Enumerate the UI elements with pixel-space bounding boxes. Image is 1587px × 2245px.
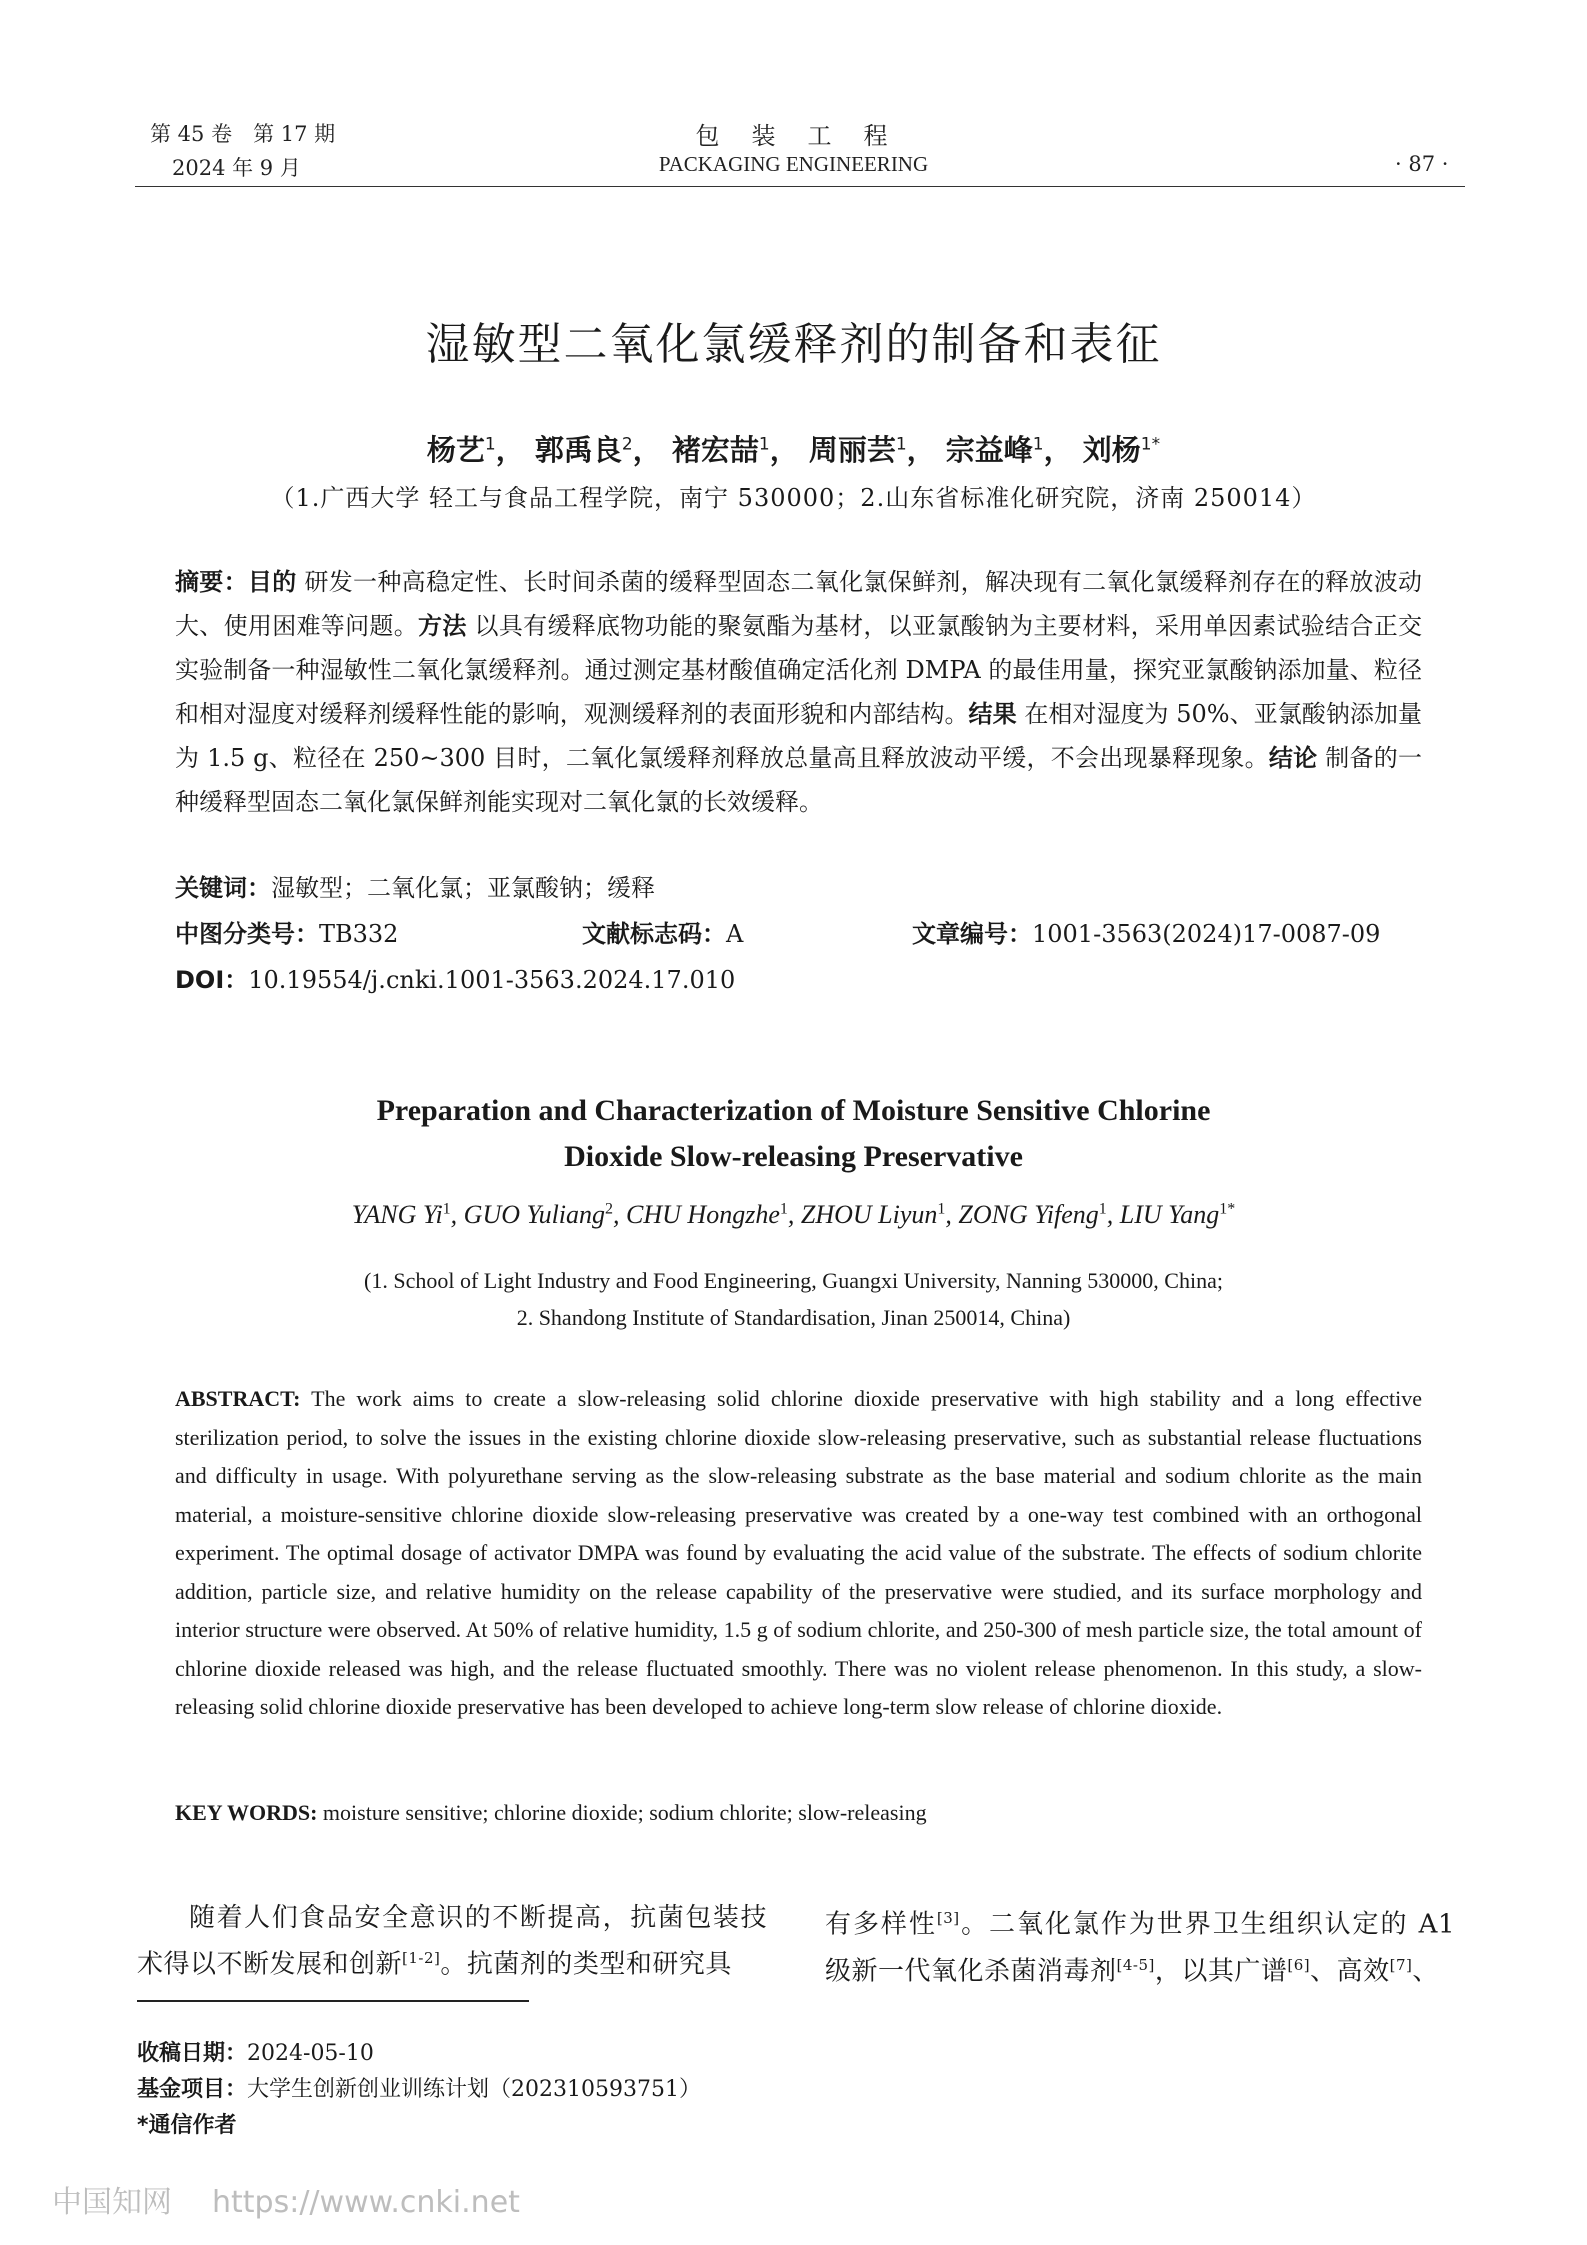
- paper-title-en-line: Preparation and Characterization of Moisture Sensitive Chlorine: [376, 1094, 1211, 1127]
- body-text: 随着人们食品安全意识的不断提高，抗菌包装技术得以不断发展和创新: [137, 1903, 767, 1980]
- author-sup: 1: [895, 434, 907, 455]
- author-en: GUO Yuliang: [463, 1200, 606, 1229]
- body-column-right: [825, 1898, 1455, 1991]
- body-text: 。抗菌剂的类型和研究具: [440, 1949, 732, 1980]
- clc-number: [175, 914, 398, 949]
- objective-text: 研发一种高稳定性、长时间杀菌的缓释型固态二氧化氯保鲜剂，解决现有二氧化氯缓释剂存在的释放波动大、使用困难等问题。: [175, 568, 1422, 640]
- paper-title-en-line: Dioxide Slow-releasing Preservative: [564, 1140, 1023, 1173]
- keywords-cn-text: 湿敏型；二氧化氯；亚氯酸钠；缓释: [271, 874, 655, 902]
- body-text: 、: [1412, 1956, 1439, 1987]
- citation[interactable]: [3]: [936, 1909, 960, 1927]
- author-cn: 褚宏喆: [671, 433, 759, 467]
- footnote-rule: [137, 2000, 529, 2002]
- header-date: 2024 年 9 月: [172, 156, 301, 180]
- doi-label: DOI：: [175, 966, 249, 994]
- author-en: ZHOU Liyun: [800, 1200, 938, 1229]
- affiliation-en: [0, 1262, 1587, 1336]
- author-sup: 1: [937, 1200, 946, 1218]
- body-column-left: [137, 1898, 767, 1985]
- author-separator: ，: [1043, 433, 1073, 467]
- author-sup: 1*: [1219, 1200, 1236, 1218]
- abstract-cn-label: 摘要：: [175, 568, 248, 596]
- author-en: YANG Yi: [351, 1200, 443, 1229]
- author-cn: 杨艺: [426, 433, 485, 467]
- author-sup: 2: [605, 1200, 614, 1218]
- clc-value: TB332: [319, 920, 399, 948]
- author-en: LIU Yang: [1119, 1200, 1220, 1229]
- article-number-label: 文章编号：: [912, 920, 1032, 948]
- doi: [175, 960, 735, 995]
- abstract-cn: [175, 560, 1422, 824]
- abstract-en-label: ABSTRACT:: [175, 1386, 301, 1411]
- author-sup: 1: [1032, 434, 1044, 455]
- watermark-url[interactable]: https://www.cnki.net: [212, 2185, 520, 2220]
- footnote-fund: [137, 2072, 701, 2103]
- author-cn: 刘杨: [1082, 433, 1141, 467]
- footnote-received: [137, 2036, 374, 2067]
- author-separator: ,: [1106, 1200, 1120, 1229]
- citation[interactable]: [7]: [1389, 1955, 1413, 1974]
- result-text: 在相对湿度为 50%、亚氯酸钠添加量为 1.5 g、粒径在 250~300 目时，二氧化氯缓释剂释放总量高且释放波动平缓，不会出现暴释现象。: [175, 700, 1422, 772]
- author-cn: 周丽芸: [808, 433, 896, 467]
- result-label: 结果: [968, 700, 1017, 728]
- citation[interactable]: [1-2]: [402, 1949, 441, 1967]
- doi-value[interactable]: 10.19554/j.cnki.1001-3563.2024.17.010: [248, 966, 736, 994]
- author-separator: ,: [945, 1200, 959, 1229]
- received-date: 2024-05-10: [247, 2041, 374, 2066]
- affiliation-en-line: 2. Shandong Institute of Standardisation, Jinan 250014, China): [516, 1305, 1071, 1330]
- paper-title-cn: 湿敏型二氧化氯缓释剂的制备和表征: [425, 319, 1162, 370]
- keywords-en-label: KEY WORDS:: [175, 1800, 318, 1825]
- document-code: [582, 914, 743, 949]
- method-label: 方法: [418, 612, 467, 640]
- conclusion-text: 制备的一种缓释型固态二氧化氯保鲜剂能实现对二氧化氯的长效缓释。: [175, 744, 1422, 816]
- citation[interactable]: [6]: [1287, 1955, 1311, 1974]
- watermark-site: 中国知网: [52, 2185, 172, 2220]
- header-journal-cn: 包 装 工 程: [695, 122, 892, 150]
- footnote-corresponding: [137, 2108, 237, 2139]
- abstract-en: [175, 1380, 1422, 1727]
- objective-label: 目的: [247, 568, 297, 596]
- author-cn: 郭禹良: [534, 433, 622, 467]
- author-en: CHU Hongzhe: [626, 1200, 780, 1229]
- article-number: [912, 914, 1380, 949]
- header-rule: [135, 186, 1465, 187]
- abstract-en-text: The work aims to create a slow-releasing solid chlorine dioxide preservative with high stability and a long effective sterilization period, to solve the issues in the existing chlorine dioxide slow-releasing preservative, such as substantial release fluctuations and difficulty in usage. With polyurethane serving as the slow-releasing substrate as the base material and sodium chlorite as the main material, a moisture-sensitive chlorine dioxide slow-releasing preservative was created by a one-way test combined with an orthogonal experiment. The optimal dosage of activator DMPA was found by evaluating the acid value of the substrate. The effects of sodium chlorite addition, particle size, and relative humidity on the release capability of the preservative were studied, and its surface morphology and interior structure were observed. At 50% of relative humidity, 1.5 g of sodium chlorite, and 250-300 of mesh particle size, the total amount of chlorine dioxide released was high, and the release fluctuated smoothly. There was no violent release phenomenon. In this study, a slow-releasing solid chlorine dioxide preservative has been developed to achieve long-term slow release of chlorine dioxide.: [175, 1386, 1422, 1719]
- author-sup: 1: [484, 434, 496, 455]
- header-journal-en: PACKAGING ENGINEERING: [658, 152, 929, 176]
- author-separator: ，: [495, 433, 525, 467]
- author-separator: ,: [450, 1200, 464, 1229]
- author-separator: ，: [906, 433, 936, 467]
- body-text: 。二氧化氯作为世界卫生组织认定的 A1 级新一代氧化杀菌消毒剂: [825, 1909, 1455, 1987]
- body-text: 有多样性: [825, 1909, 937, 1940]
- received-label: 收稿日期：: [137, 2041, 248, 2066]
- fund-label: 基金项目：: [137, 2077, 248, 2102]
- author-separator: ，: [769, 433, 799, 467]
- article-number-value: 1001-3563(2024)17-0087-09: [1032, 920, 1381, 948]
- method-text: 以具有缓释底物功能的聚氨酯为基材，以亚氯酸钠为主要材料，采用单因素试验结合正交实验制备一种湿敏性二氧化氯缓释剂。通过测定基材酸值确定活化剂 DMPA 的最佳用量，探究亚氯酸钠添加量、粒径和相对湿度对缓释剂缓释性能的影响，观测缓释剂的表面形貌和内部结构。: [175, 612, 1422, 728]
- header-page-number: · 87 ·: [1395, 152, 1449, 176]
- citation[interactable]: [4-5]: [1116, 1955, 1155, 1974]
- authors-en: [0, 1200, 1587, 1230]
- header-volume-issue: 第 45 卷 第 17 期: [150, 122, 336, 146]
- keywords-cn: [175, 868, 655, 903]
- author-sup: 1: [442, 1200, 451, 1218]
- authors-cn: [0, 428, 1587, 469]
- author-separator: ,: [613, 1200, 627, 1229]
- author-sup: 1: [758, 434, 770, 455]
- paper-title-en: [0, 1088, 1587, 1180]
- clc-label: 中图分类号：: [175, 920, 319, 948]
- keywords-cn-label: 关键词：: [175, 874, 271, 902]
- conclusion-label: 结论: [1268, 744, 1318, 772]
- document-code-label: 文献标志码：: [582, 920, 726, 948]
- body-text: 、高效: [1310, 1956, 1390, 1987]
- author-sup: 1: [1098, 1200, 1107, 1218]
- keywords-en: [175, 1800, 1422, 1826]
- author-sup: 1*: [1140, 434, 1161, 455]
- author-sup: 2: [621, 434, 633, 455]
- affiliation-cn: （1.广西大学 轻工与食品工程学院，南宁 530000；2.山东省标准化研究院，济南 250014）: [270, 484, 1317, 512]
- keywords-en-text: moisture sensitive; chlorine dioxide; sodium chlorite; slow-releasing: [317, 1800, 927, 1825]
- author-cn: 宗益峰: [945, 433, 1033, 467]
- author-separator: ，: [632, 433, 662, 467]
- affiliation-en-line: (1. School of Light Industry and Food Engineering, Guangxi University, Nanning 530000, China;: [364, 1268, 1223, 1293]
- author-en: ZONG Yifeng: [958, 1200, 1099, 1229]
- corresponding-author-note: *通信作者: [137, 2113, 237, 2138]
- body-text: ，以其广谱: [1154, 1956, 1288, 1987]
- cnki-watermark: [52, 2177, 520, 2221]
- fund-text: 大学生创新创业训练计划（202310593751）: [247, 2077, 701, 2102]
- author-separator: ,: [787, 1200, 801, 1229]
- document-code-value: A: [726, 920, 744, 948]
- author-sup: 1: [779, 1200, 788, 1218]
